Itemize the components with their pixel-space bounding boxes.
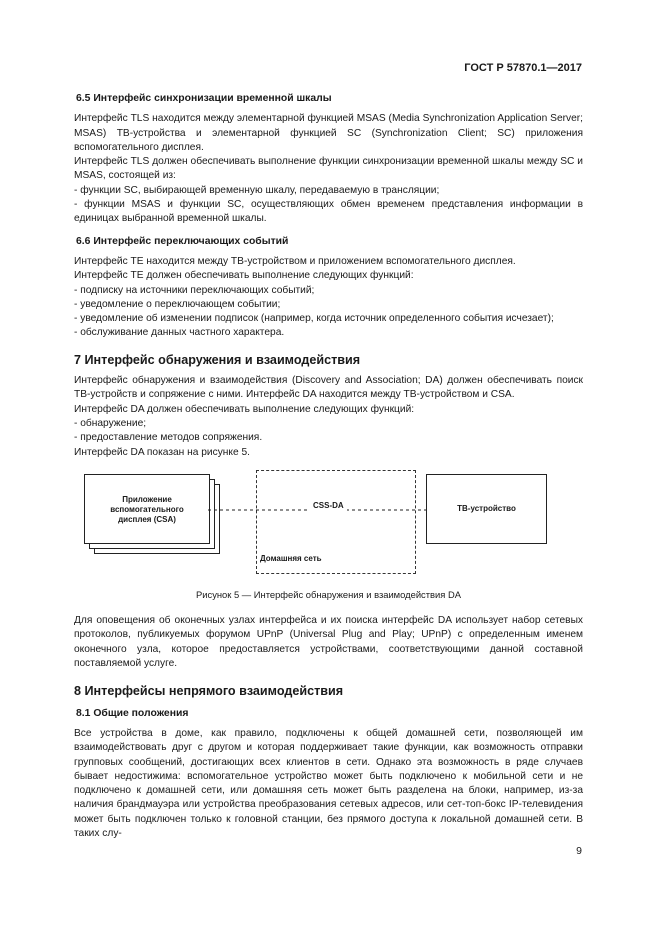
- s7-p3: Интерфейс DA показан на рисунке 5.: [74, 446, 250, 458]
- page-number: 9: [576, 845, 582, 857]
- s7-b1: - обнаружение;: [74, 417, 147, 429]
- tv-device-label: ТВ-устройство: [457, 503, 516, 513]
- s8-p1: Все устройства в доме, как правило, подключены к общей домашней сети, позволяющей им взаимодействовать друг с другом и которая поддерживает такие функции, как возможность отправки групповых сообщений, достигающих всех клиентов в сети. Однако эта возможность в ряде случаев бывает недостижима: вспомогательное устройство может быть подключено к мобильной сети и не подключено к домашней сети, или домашняя сеть может быть разделена на блоки, например, из-за наличия брандмауэра или устройства преобразования сетевых адресов, или сет-топ-бокс IP-телевидения может быть подключен только к головной станции, без прямого доступа к локальной домашней сети. В таких слу-: [74, 727, 583, 839]
- section-8-1-heading: 8.1 Общие положения: [76, 707, 189, 719]
- css-da-label: CSS-DA: [310, 501, 347, 511]
- figure-caption: Рисунок 5 — Интерфейс обнаружения и взаимодействия DA: [196, 588, 461, 600]
- section-6-5-heading: 6.5 Интерфейс синхронизации временной шкалы: [76, 93, 332, 104]
- section-7-heading: 7 Интерфейс обнаружения и взаимодействия: [74, 352, 361, 367]
- s66-p2: Интерфейс ТЕ должен обеспечивать выполнение следующих функций:: [74, 270, 414, 282]
- home-network-label: Домашняя сеть: [260, 553, 322, 563]
- csa-label: Приложение вспомогательного дисплея (CSA): [110, 494, 184, 524]
- section-6-6-heading: 6.6 Интерфейс переключающих событий: [76, 235, 289, 247]
- s65-b1: - функции SC, выбирающей временную шкалу, передаваемую в трансляции;: [74, 184, 440, 196]
- s66-b4: - обслуживание данных частного характера.: [74, 327, 285, 339]
- s66-b2: - уведомление о переключающем событии;: [74, 298, 281, 310]
- after-figure-paragraph: Для оповещения об оконечных узлах интерфейса и их поиска интерфейс DA использует набор сетевых протоколов, публикуемых форумом UPnP (Universal Plug and Play; UPnP) с определенным именем оконечного узла, которое предоставляется устройствами, соответствующими данной составной поставляемой услуге.: [74, 615, 583, 670]
- section-8-heading: 8 Интерфейсы непрямого взаимодействия: [74, 684, 344, 699]
- standard-header: ГОСТ Р 57870.1—2017: [464, 62, 582, 74]
- s66-p1: Интерфейс ТЕ находится между ТВ-устройством и приложением вспомогательного дисплея.: [74, 255, 516, 267]
- s65-p1: [74, 112, 583, 155]
- s7-b2: - предоставление методов сопряжения.: [74, 432, 263, 444]
- s65-p2: Интерфейс TLS должен обеспечивать выполнение функции синхронизации временной шкалы между SC и MSAS, состоящей из:: [74, 156, 583, 182]
- s7-p1: Интерфейс обнаружения и взаимодействия (Discovery and Association; DA) должен обеспечивать поиск ТВ-устройств и сопряжение с ними. Интерфейс DA находится между ТВ-устройством и CSA.: [74, 375, 583, 401]
- s7-p2: Интерфейс DA должен обеспечивать выполнение следующих функций:: [74, 403, 415, 415]
- s65-b2: - функции MSAS и функции SC, осуществляющих обмен временем представления информации в единицах выбранной временной шкалы.: [74, 199, 583, 225]
- csa-box: [84, 474, 210, 544]
- s66-b1: - подписку на источники переключающих событий;: [74, 284, 315, 296]
- tv-device-box: [426, 474, 547, 544]
- figure-5: [74, 470, 583, 580]
- s66-b3: - уведомление об изменении подписок (например, когда источник определенного события исчезает);: [74, 313, 554, 325]
- page-content: [74, 92, 583, 841]
- s65-p1-text: Интерфейс TLS находится между элементарной функцией MSAS (Media Synchronization Application Server; MSAS) ТВ-устройства и элементарной функцией SC (Synchronization Client; SC) приложения вспомогательного дисплея.: [74, 113, 583, 153]
